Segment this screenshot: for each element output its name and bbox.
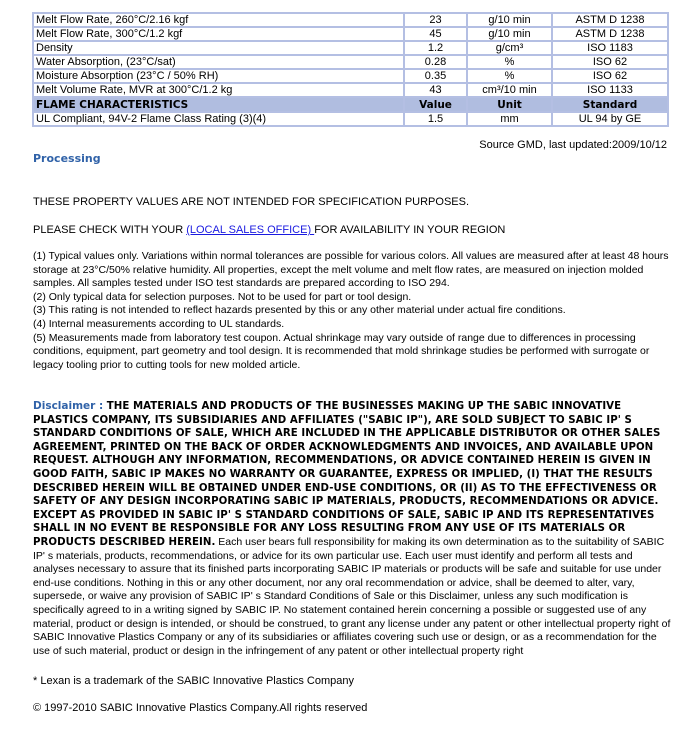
property-standard: ISO 62 <box>552 55 668 69</box>
property-unit: % <box>467 69 552 83</box>
column-header-value: Value <box>404 97 467 112</box>
property-value: 43 <box>404 83 467 97</box>
availability-suffix: FOR AVAILABILITY IN YOUR REGION <box>314 224 506 236</box>
property-name: Moisture Absorption (23°C / 50% RH) <box>33 69 404 83</box>
property-unit: g/cm³ <box>467 41 552 55</box>
table-row <box>33 112 668 126</box>
section-title: FLAME CHARACTERISTICS <box>33 97 404 112</box>
table-row <box>33 55 668 69</box>
table-row <box>33 27 668 41</box>
footnote-3: (3) This rating is not intended to reflect hazards presented by this or any other material under actual fire conditions. <box>33 304 566 317</box>
property-name: Water Absorption, (23°C/sat) <box>33 55 404 69</box>
property-standard: ISO 1183 <box>552 41 668 55</box>
property-value: 0.35 <box>404 69 467 83</box>
table-row <box>33 69 668 83</box>
property-unit: mm <box>467 112 552 126</box>
table-row <box>33 13 668 27</box>
property-value: 1.2 <box>404 41 467 55</box>
property-value: 1.5 <box>404 112 467 126</box>
copyright-notice: © 1997-2010 SABIC Innovative Plastics Company.All rights reserved <box>33 702 368 714</box>
disclaimer-bold-text: THE MATERIALS AND PRODUCTS OF THE BUSINESSES MAKING UP THE SABIC INNOVATIVE PLASTICS COMPANY, ITS SUBSIDIARIES AND AFFILIATES ("SABIC IP"), ARE SOLD SUBJECT TO SABIC IP' S STANDARD CONDITIONS OF SALE, WHICH ARE INCLUDED IN THE APPLICABLE DISTRIBUTOR OR OTHER SALES AGREEMENT, PRINTED ON THE BACK OF ORDER ACKNOWLEDGMENTS AND INVOICES, AND AVAILABLE UPON REQUEST. ALTHOUGH ANY INFORMATION, RECOMMENDATIONS, OR ADVICE CONTAINED HEREIN IS GIVEN IN GOOD FAITH, SABIC IP MAKES NO WARRANTY OR GUARANTEE, EXPRESS OR IMPLIED, (I) THAT THE RESULTS DESCRIBED HEREIN WILL BE OBTAINED UNDER END-USE CONDITIONS, OR (II) AS TO THE EFFECTIVENESS OR SAFETY OF ANY DESIGN INCORPORATING SABIC IP MATERIALS, PRODUCTS, RECOMMENDATIONS OR ADVICE. EXCEPT AS PROVIDED IN SABIC IP' S STANDARD CONDITIONS OF SALE, SABIC IP AND ITS REPRESENTATIVES SHALL IN NO EVENT BE RESPONSIBLE FOR ANY LOSS RESULTING FROM ANY USE OF ITS MATERIALS OR PRODUCTS DESCRIBED HEREIN. <box>33 401 661 548</box>
column-header-unit: Unit <box>467 97 552 112</box>
property-standard: ASTM D 1238 <box>552 27 668 41</box>
property-standard: ISO 1133 <box>552 83 668 97</box>
property-standard: ASTM D 1238 <box>552 13 668 27</box>
property-unit: cm³/10 min <box>467 83 552 97</box>
disclaimer-body-text: Each user bears full responsibility for making its own determination as to the suitability of SABIC IP' s materials, products, recommendations, or advice for its own particular use. Each user must identify and perform all tests and analyses necessary to assure that its finished parts incorporating SABIC IP materials or products will be safe and suitable for use under end-use conditions. Nothing in this or any other document, nor any oral recommendation or advice, shall be deemed to alter, vary, supersede, or waive any provision of SABIC IP' s Standard Conditions of Sale or this Disclaimer, unless any such modification is specifically agreed to in a writing signed by SABIC IP. No statement contained herein concerning a possible or suggested use of any material, product or design is intended, or should be construed, to grant any license under any patent or other intellectual property right of SABIC Innovative Plastics Company or any of its subsidiaries or affiliates covering such use or design, or as a recommendation for the use of such material, product or design in the infringement of any patent or other intellectual property right <box>33 535 671 657</box>
property-name: Melt Flow Rate, 260°C/2.16 kgf <box>33 13 404 27</box>
processing-link[interactable]: Processing <box>33 152 101 165</box>
disclaimer-label: Disclaimer : <box>33 400 104 412</box>
property-value: 0.28 <box>404 55 467 69</box>
property-name: UL Compliant, 94V-2 Flame Class Rating (3)(4) <box>33 112 404 126</box>
property-standard: ISO 62 <box>552 69 668 83</box>
property-unit: % <box>467 55 552 69</box>
flame-section-header <box>33 97 668 112</box>
property-standard: UL 94 by GE <box>552 112 668 126</box>
source-line: Source GMD, last updated:2009/10/12 <box>479 139 667 151</box>
property-name: Density <box>33 41 404 55</box>
property-value: 23 <box>404 13 467 27</box>
properties-table <box>32 12 669 127</box>
local-sales-office-link[interactable]: (LOCAL SALES OFFICE) <box>186 224 315 236</box>
table-row <box>33 41 668 55</box>
footnote-1: (1) Typical values only. Variations within normal tolerances are possible for various colors. All values are measured after at least 48 hours storage at 23°C/50% relative humidity. All properties, except the melt volume and melt flow rates, are measured on injection molded samples. All samples tested under ISO test standards are prepared according to ISO 294. <box>33 250 669 290</box>
footnote-4: (4) Internal measurements according to UL standards. <box>33 317 285 330</box>
footnote-2: (2) Only typical data for selection purposes. Not to be used for part or tool design. <box>33 290 412 303</box>
trademark-notice: * Lexan is a trademark of the SABIC Innovative Plastics Company <box>33 675 354 687</box>
spec-warning: THESE PROPERTY VALUES ARE NOT INTENDED FOR SPECIFICATION PURPOSES. <box>33 196 470 208</box>
footnote-5: (5) Measurements made from laboratory test coupon. Actual shrinkage may vary outside of range due to differences in processing conditions, equipment, part geometry and tool design. It is recommended that mold shrinkage studies be performed with surrogate or legacy tooling prior to cutting tools for new molded article. <box>33 331 650 371</box>
property-unit: g/10 min <box>467 13 552 27</box>
property-unit: g/10 min <box>467 27 552 41</box>
column-header-standard: Standard <box>552 97 668 112</box>
property-value: 45 <box>404 27 467 41</box>
availability-prefix: PLEASE CHECK WITH YOUR <box>33 224 187 236</box>
property-name: Melt Flow Rate, 300°C/1.2 kgf <box>33 27 404 41</box>
table-row <box>33 83 668 97</box>
property-name: Melt Volume Rate, MVR at 300°C/1.2 kg <box>33 83 404 97</box>
disclaimer <box>33 400 673 658</box>
availability-notice <box>33 224 505 236</box>
footnotes <box>33 250 673 372</box>
